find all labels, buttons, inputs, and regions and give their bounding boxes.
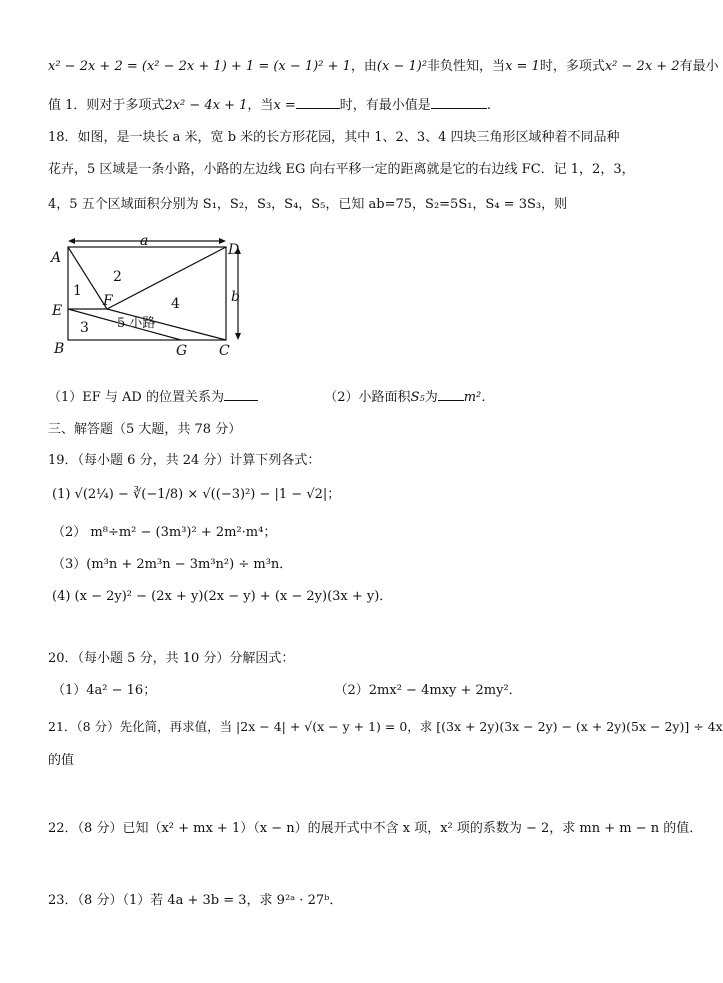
q17-text: 有最小 (679, 59, 719, 74)
q22-line-1: 22．（8 分）已知（x² + mx + 1）（x − n）的展开式中不含 x 项，x² 项的系数为 − 2，求 mn + m − n 的值． (48, 821, 703, 836)
segment-FD (107, 247, 226, 309)
q20-title: 20．（每小题 5 分，共 10 分）分解因式： (48, 651, 295, 666)
q18-line-3: 4，5 五个区域面积分别为 S₁，S₂，S₃，S₄，S₅，已知 ab=75，S₂=5S₁，S₄ = 3S₃，则 (48, 197, 568, 212)
q20-parts (52, 682, 667, 700)
q18-subquestions (48, 388, 667, 407)
label-A: A (51, 250, 62, 266)
q18-sub2-text: （2）小路面积 (324, 390, 411, 405)
garden-diagram (45, 235, 255, 360)
label-a: a (140, 233, 149, 249)
q19-part-2: （2） m⁸÷m² − (3m³)² + 2m²·m⁴； (52, 525, 277, 540)
q17-text: 非负性知，当 (427, 59, 506, 74)
label-E: E (52, 303, 63, 319)
q20-part-2: （2）2mx² − 4mxy + 2my²． (334, 683, 522, 698)
region-3-label: 3 (80, 320, 89, 336)
arrowhead (68, 238, 75, 244)
answer-blank[interactable] (224, 388, 258, 401)
answer-blank[interactable] (296, 96, 340, 109)
arrowhead (219, 238, 226, 244)
q19-part-4: (4) (x − 2y)² − (2x + y)(2x − y) + (x − 2y)(3x + y)． (52, 589, 393, 604)
q18-unit: m²． (463, 390, 495, 405)
q17-polynomial: x² − 2x + 2 (604, 59, 680, 74)
label-b: b (231, 289, 240, 305)
q17-text: ，当 (247, 98, 274, 113)
q17-equation: x² − 2x + 2 = (x² − 2x + 1) + 1 = (x − 1)² + 1 (48, 59, 351, 74)
q17-x-equals: x = (273, 98, 296, 113)
q18-s5: S₅ (410, 390, 425, 405)
q21-line-1: 21．（8 分）先化简，再求值，当 |2x − 4| + √(x − y + 1) = 0，求 [(3x + 2y)(3x − 2y) − (x + 2y)(5x − 2y)] ÷ 4x (48, 719, 723, 734)
q17-text: . (486, 98, 491, 113)
region-4-label: 4 (171, 296, 180, 312)
region-5-label: 5 小路 (117, 316, 156, 331)
q19-part-1: (1) √(2¼) − ∛(−1/8) × √((−3)²) − |1 − √2|； (52, 487, 341, 502)
label-C: C (219, 343, 230, 359)
q17-text: 值 1．则对于多项式 (48, 98, 165, 113)
q17-text: ，由 (350, 59, 377, 74)
arrowhead (235, 333, 241, 340)
section-3-heading: 三、解答题（5 大题，共 78 分） (48, 422, 242, 437)
q17-polynomial-2: 2x² − 4x + 1 (164, 98, 248, 113)
q19-part-3: （3）(m³n + 2m³n − 3m³n²) ÷ m³n． (52, 557, 293, 572)
q19-title: 19．（每小题 6 分，共 24 分）计算下列各式： (48, 453, 321, 468)
q20-part-1: （1）4a² − 16； (52, 683, 157, 698)
region-1-label: 1 (73, 283, 82, 299)
answer-blank[interactable] (438, 388, 464, 401)
label-F: F (103, 293, 113, 309)
segment-AF (68, 247, 107, 309)
q18-sub2-text: 为 (424, 390, 438, 405)
q17-condition: x = 1 (505, 59, 540, 74)
q17-line-1 (48, 58, 719, 76)
label-B: B (54, 341, 65, 357)
region-2-label: 2 (113, 269, 122, 285)
q17-expr: (x − 1)² (376, 59, 428, 74)
label-D: D (228, 242, 240, 258)
label-G: G (176, 343, 188, 359)
q18-line-1: 18．如图，是一块长 a 米，宽 b 米的长方形花园，其中 1、2、3、4 四块三角形区域种着不同品种 (48, 130, 620, 145)
q18-sub1-text: （1）EF 与 AD 的位置关系为 (48, 390, 224, 405)
q17-text: 时，多项式 (539, 59, 605, 74)
q17-line-2 (48, 96, 667, 115)
q23-line-1: 23．（8 分）（1）若 4a + 3b = 3，求 9²ᵃ · 27ᵇ． (48, 893, 343, 908)
q17-text: 时，有最小值是 (339, 98, 431, 113)
q18-line-2: 花卉，5 区域是一条小路，小路的左边线 EG 向右平移一定的距离就是它的右边线 FC．记 1，2，3， (48, 162, 635, 177)
answer-blank[interactable] (431, 96, 487, 109)
q21-line-2: 的值 (48, 753, 75, 768)
